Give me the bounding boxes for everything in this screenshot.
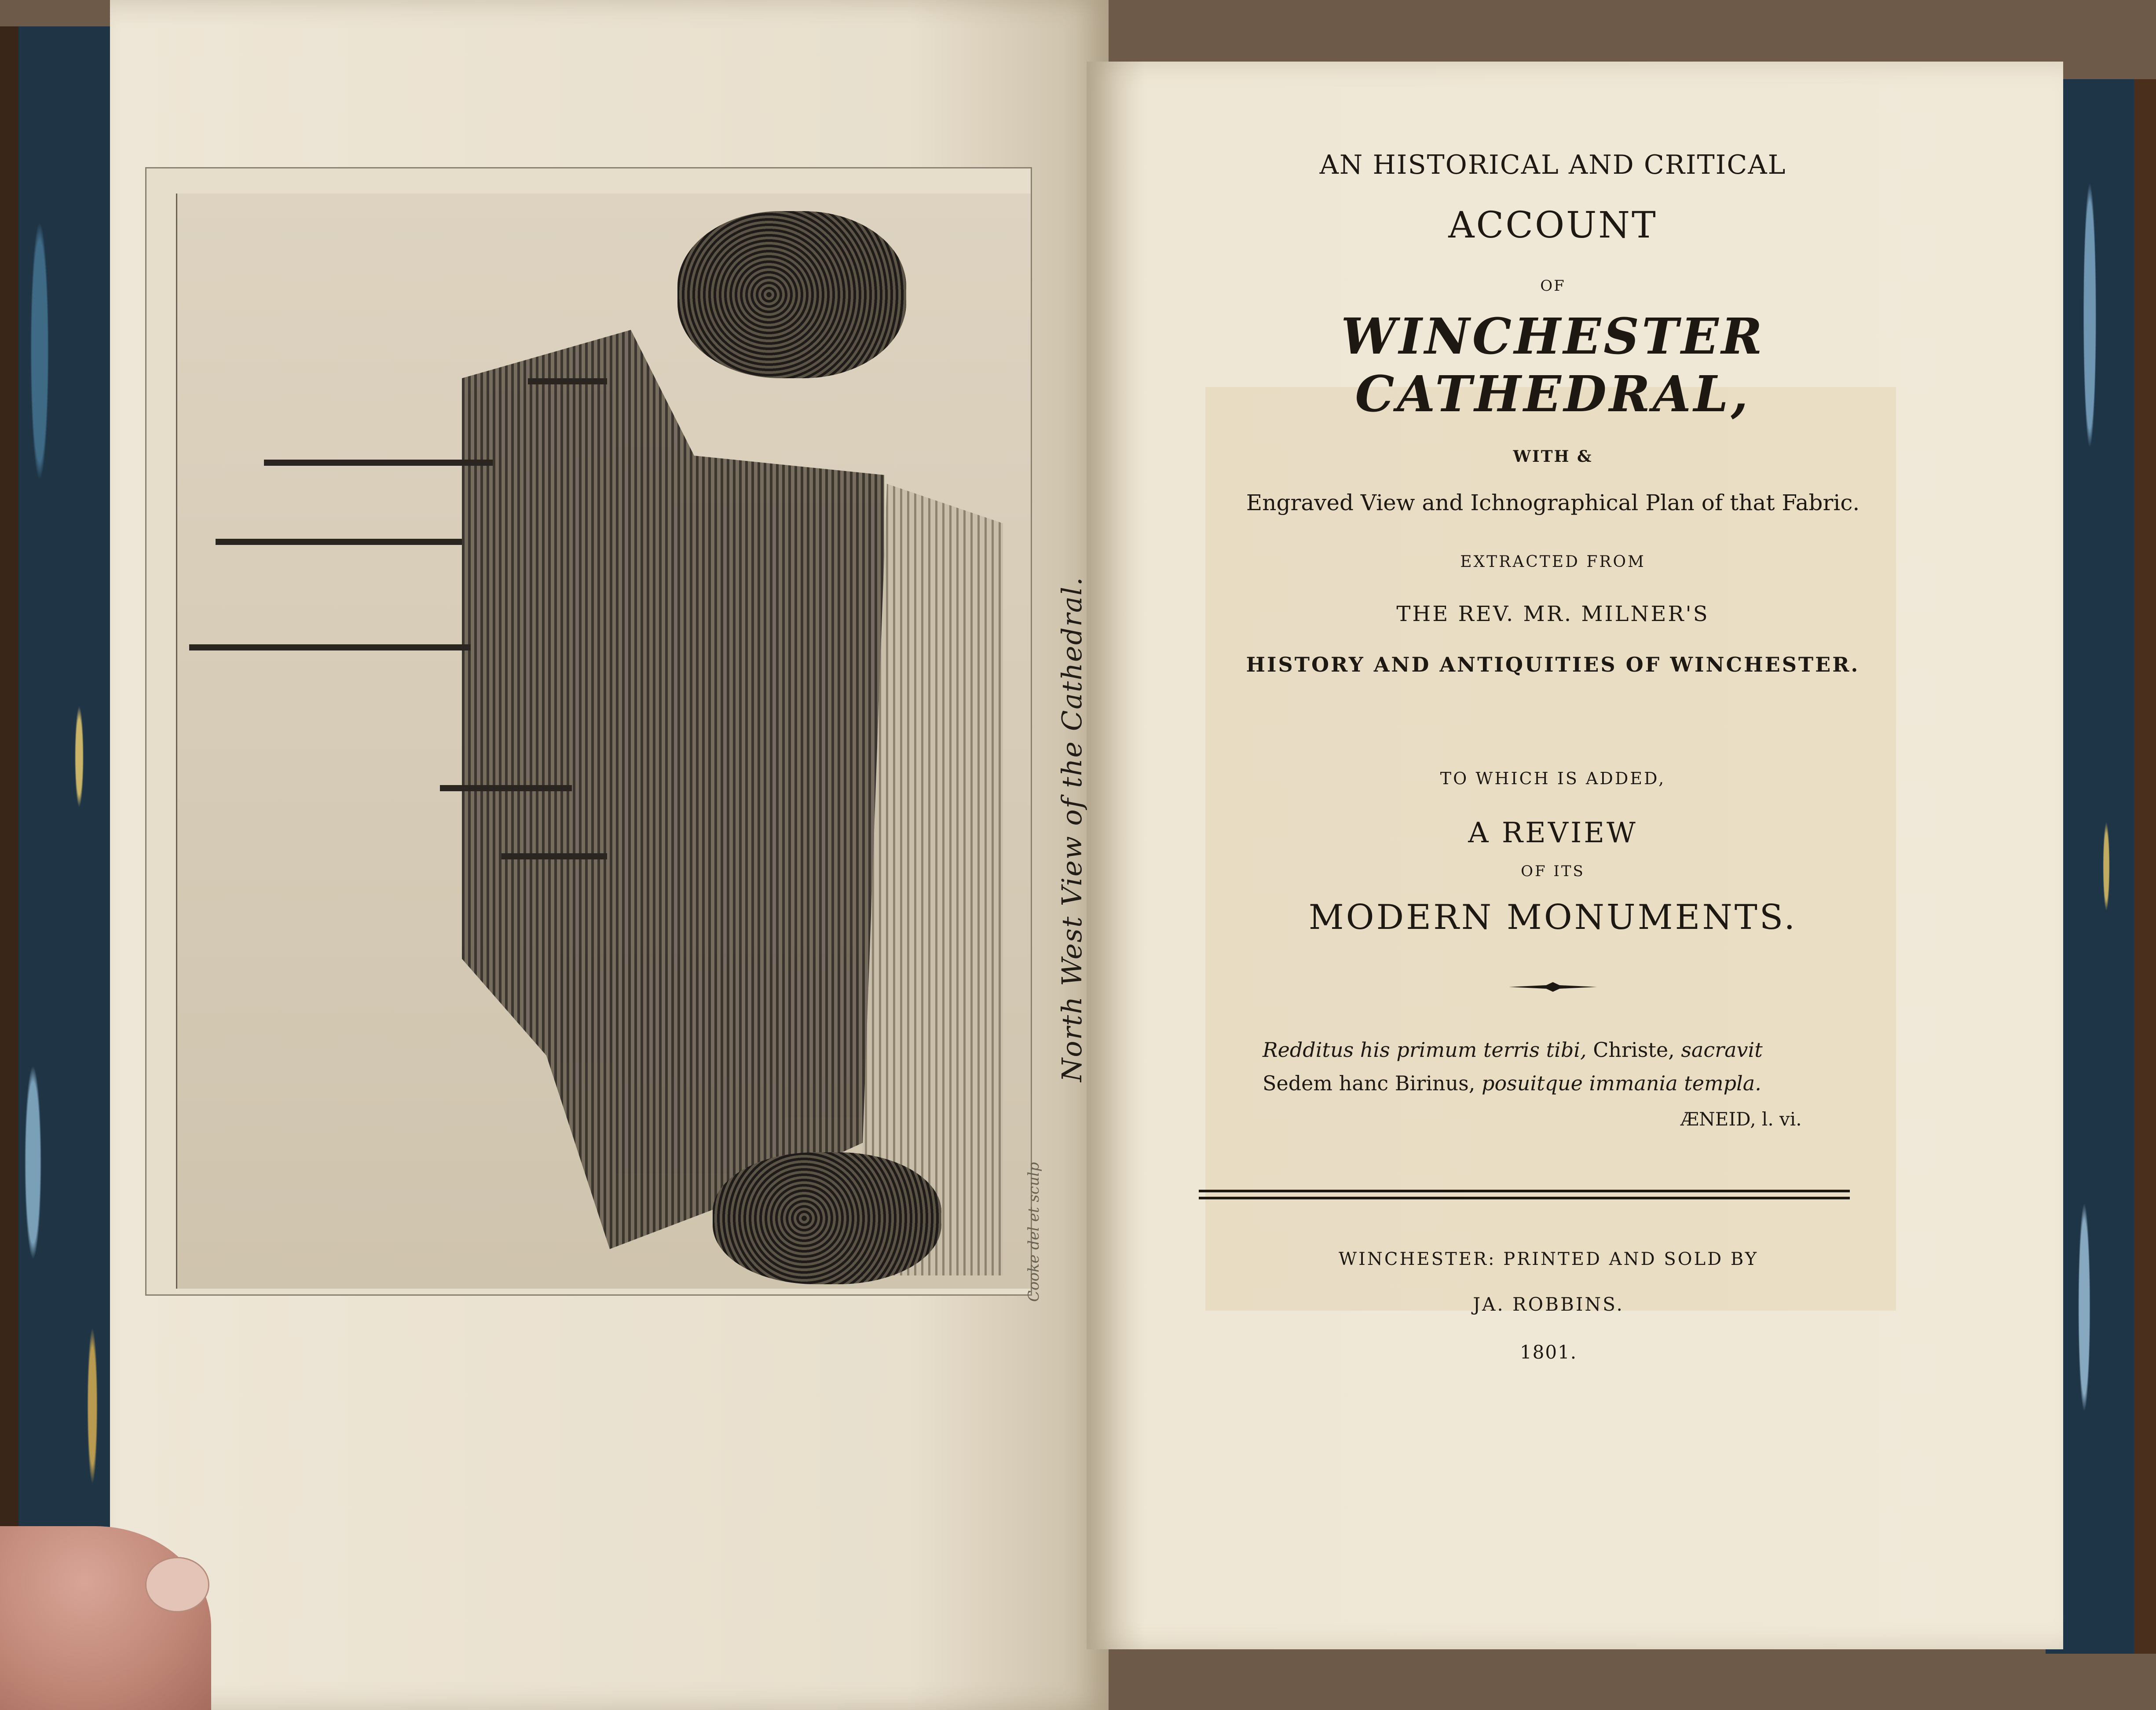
- rule-line: [1199, 1190, 1850, 1192]
- rule-line: [1199, 1197, 1850, 1199]
- epigraph-text: posuitque immania templa.: [1482, 1071, 1761, 1095]
- of-its: OF ITS: [1521, 862, 1585, 880]
- modern-monuments: MODERN MONUMENTS.: [1308, 898, 1797, 937]
- plate-caption: North West View of the Cathedral.: [1056, 576, 1088, 1082]
- spire: [440, 785, 572, 791]
- title-with: WITH &: [1513, 447, 1593, 466]
- engraved-view-line: Engraved View and Ichnographical Plan of that Fabric.: [1246, 490, 1860, 515]
- review-title: A REVIEW: [1468, 817, 1638, 849]
- epigraph-text: Sedem hanc Birinus,: [1263, 1071, 1475, 1095]
- main-title: WINCHESTER CATHEDRAL,: [1341, 308, 1765, 423]
- to-which-added: TO WHICH IS ADDED,: [1440, 769, 1666, 788]
- imprint-name: JA. ROBBINS.: [1473, 1293, 1624, 1315]
- title-heading: AN HISTORICAL AND CRITICAL: [1319, 150, 1786, 180]
- engraving-trees-top: [677, 211, 906, 378]
- epigraph-text: Christe,: [1593, 1038, 1675, 1062]
- extracted-from: EXTRACTED FROM: [1460, 553, 1646, 571]
- ornament-rule-icon: [1509, 981, 1597, 993]
- rev-milner: THE REV. MR. MILNER'S: [1396, 602, 1709, 626]
- epigraph-line-1: [1263, 1038, 1861, 1062]
- thumb-nail: [145, 1557, 209, 1612]
- imprint: [1197, 1249, 1900, 1363]
- spire: [264, 460, 493, 466]
- epigraph-source: ÆNEID, l. vi.: [1680, 1108, 1802, 1130]
- imprint-year: 1801.: [1519, 1341, 1578, 1363]
- engraving-trees-bottom: [713, 1152, 941, 1284]
- title-block: [1197, 132, 1909, 993]
- history-title: HISTORY AND ANTIQUITIES OF WINCHESTER.: [1246, 653, 1860, 676]
- title-account: ACCOUNT: [1448, 205, 1658, 246]
- spire: [216, 539, 462, 545]
- spire: [501, 853, 607, 859]
- engraver-signature: Cooke del et sculp: [1025, 1162, 1043, 1302]
- spire: [528, 378, 607, 384]
- epigraph-text: sacravit: [1681, 1038, 1763, 1062]
- title-of: OF: [1540, 277, 1566, 295]
- spire: [189, 644, 471, 650]
- epigraph: [1263, 1038, 1861, 1105]
- double-rule: [1199, 1190, 1850, 1202]
- epigraph-text: Redditus his primum terris tibi,: [1263, 1038, 1587, 1062]
- epigraph-line-2: [1263, 1071, 1861, 1095]
- imprint-printer: WINCHESTER: PRINTED AND SOLD BY: [1339, 1249, 1758, 1269]
